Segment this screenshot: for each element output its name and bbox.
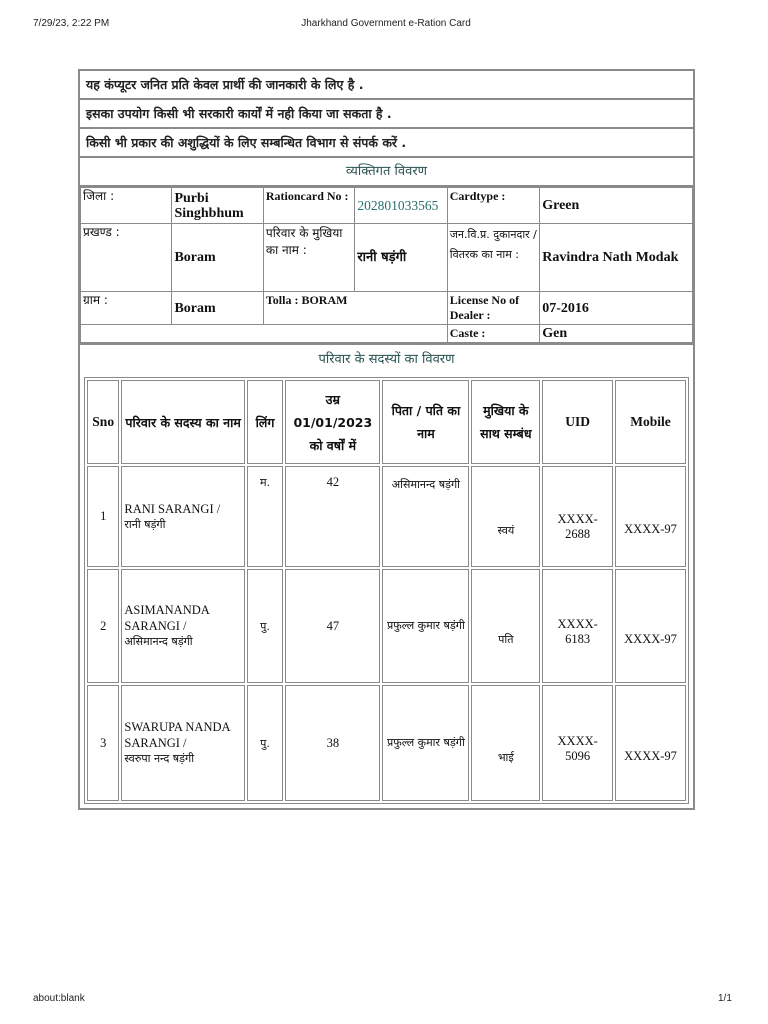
row-uid: XXXX-2688 [542,466,613,567]
members-table [84,377,689,804]
rationcard-label: Rationcard No : [263,188,354,224]
row-father: प्रफुल्ल कुमार षड़ंगी [382,569,469,683]
row-sno: 1 [87,466,119,567]
members-title: परिवार के सदस्यों का विवरण [318,352,455,367]
ration-card [78,69,695,810]
table-row [87,569,686,683]
row-father: असिमानन्द षड़ंगी [382,466,469,567]
caste-value: Gen [540,325,693,343]
col-gender: लिंग [247,380,283,464]
col-age: उम्र 01/01/2023 को वर्षों में [285,380,380,464]
village-value: Boram [172,292,263,325]
district-value: Purbi Singhbhum [172,188,263,224]
col-mobile: Mobile [615,380,686,464]
notice-2: इसका उपयोग किसी भी सरकारी कार्यों में नही किया जा सकता है . [80,100,693,129]
col-father: पिता / पति का नाम [382,380,469,464]
cardtype-label: Cardtype : [447,188,539,224]
row-gender: पु. [247,685,283,801]
print-datetime: 7/29/23, 2:22 PM [33,18,110,29]
row-name-en: ASIMANANDA SARANGI / [124,603,210,633]
row-mobile: XXXX-97 [615,685,686,801]
notice-3: किसी भी प्रकार की अशुद्धियों के लिए सम्बन्धित विभाग से संपर्क करें . [80,129,693,158]
row-name-en: SWARUPA NANDA SARANGI / [124,720,230,750]
license-value: 07-2016 [540,292,693,325]
members-section [80,343,693,808]
dealer-label: जन.वि.प्र. दुकानदार / वितरक का नाम : [447,224,539,292]
district-label: जिला : [81,188,172,224]
cardtype-value: Green [540,188,693,224]
caste-label: Caste : [447,325,539,343]
tolla-value: Tolla : BORAM [263,292,447,325]
print-title: Jharkhand Government e-Ration Card [301,18,471,29]
row-gender: म. [247,466,283,567]
head-name: रानी षड़ंगी [355,224,447,292]
col-uid: UID [542,380,613,464]
row-name-hi: स्वरुपा नन्द षड़ंगी [124,752,195,765]
row-gender: पु. [247,569,283,683]
row-uid: XXXX-5096 [542,685,613,801]
row-age: 38 [285,685,380,801]
row-mobile: XXXX-97 [615,569,686,683]
print-page-number: 1/1 [718,993,732,1004]
col-name: परिवार के सदस्य का नाम [121,380,244,464]
block-label: प्रखण्ड : [81,224,172,292]
row-name-hi: असिमानन्द षड़ंगी [124,635,193,648]
col-relation: मुखिया के साथ सम्बंध [471,380,540,464]
personal-details-table [80,187,693,343]
row-sno: 2 [87,569,119,683]
block-value: Boram [172,224,263,292]
row-relation: स्वयं [471,466,540,567]
row-father: प्रफुल्ल कुमार षड़ंगी [382,685,469,801]
rationcard-value: 202801033565 [355,188,447,224]
row-sno: 3 [87,685,119,801]
row-name-en: RANI SARANGI / [124,501,221,516]
license-label: License No of Dealer : [447,292,539,325]
row-name [121,466,244,567]
head-label: परिवार के मुखिया का नाम : [263,224,354,292]
table-row [87,685,686,801]
table-row [87,466,686,567]
row-age: 42 [285,466,380,567]
row-name-hi: रानी षड़ंगी [124,517,166,531]
row-name [121,685,244,801]
row-name [121,569,244,683]
dealer-name: Ravindra Nath Modak [540,224,693,292]
row-mobile: XXXX-97 [615,466,686,567]
row-age: 47 [285,569,380,683]
row-uid: XXXX-6183 [542,569,613,683]
row-relation: भाई [471,685,540,801]
row-relation: पति [471,569,540,683]
caste-spacer [81,325,448,343]
village-label: ग्राम : [81,292,172,325]
personal-details-title: व्यक्तिगत विवरण [80,158,693,187]
notice-1: यह कंप्यूटर जनित प्रति केवल प्रार्थी की जानकारी के लिए है . [80,71,693,100]
print-url: about:blank [33,993,85,1004]
col-sno: Sno [87,380,119,464]
